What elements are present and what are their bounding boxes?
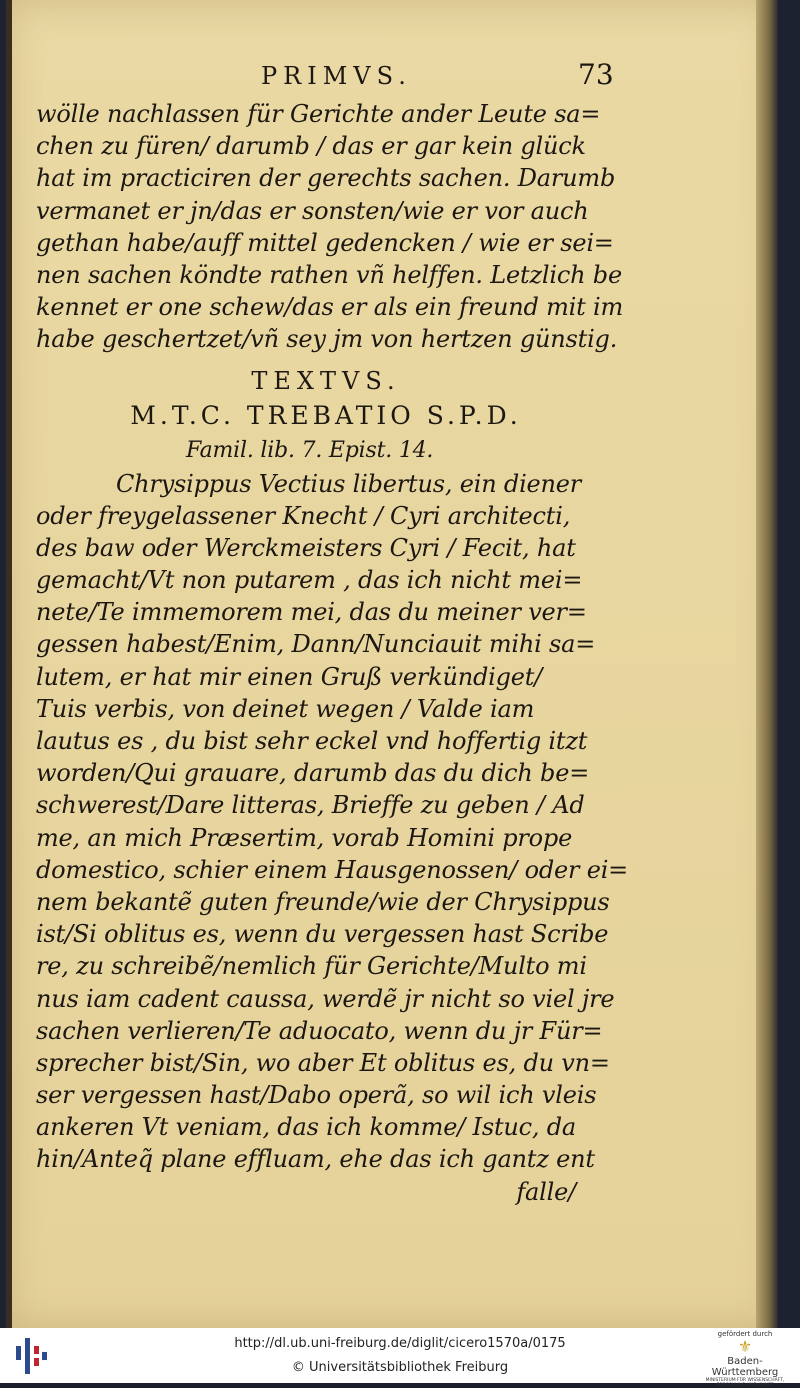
page-header (36, 58, 616, 98)
text-line: nus iam cadent caussa, werdẽ jr nicht so viel jre (36, 984, 615, 1013)
section-heading: TEXTVS. (251, 366, 401, 395)
scanned-page (6, 0, 778, 1328)
letter-reference: Famil. lib. 7. Epist. 14. (186, 437, 434, 463)
text-line: lutem, er hat mir einen Gruß verkündiget/ (36, 662, 543, 691)
page-binding (6, 0, 12, 1328)
coat-of-arms-icon: ⚜ (737, 1337, 753, 1356)
text-line: hin/Anteq̃ plane effluam, ehe das ich gantz ent (36, 1145, 595, 1174)
text-line: habe geschertzet/vñ sey jm von hertzen günstig. (36, 325, 618, 354)
sponsor-logo (700, 1330, 790, 1388)
text-line: ankeren Vt veniam, das ich komme/ Istuc, da (36, 1113, 577, 1142)
text-line: lautus es , du bist sehr eckel vnd hoffertig itzt (36, 727, 588, 755)
text-line: re, zu schreibẽ/nemlich für Gerichte/Multo mi (36, 952, 587, 981)
letter-address: M.T.C. TREBATIO S.P.D. (130, 400, 522, 430)
catchword: falle/ (516, 1177, 576, 1206)
running-head: PRIMVS. (261, 62, 412, 90)
sponsor-ministry: MINISTERIUM FÜR WISSENSCHAFT, FORSCHUNG UND KUNST (705, 1378, 785, 1388)
permalink-url[interactable]: http://dl.ub.uni-freiburg.de/diglit/cicero1570a/0175 (234, 1336, 566, 1351)
text-line: oder freygelassener Knecht / Cyri architecti, (36, 501, 571, 530)
text-line: nete/Te immemorem mei, das du meiner ver= (36, 598, 587, 627)
text-line: me, an mich Præsertim, vorab Homini prope (36, 823, 573, 852)
text-line: kennet er one schew/das er als ein freund mit im (36, 293, 624, 322)
text-line: gethan habe/auff mittel gedencken / wie er sei= (36, 228, 614, 257)
sponsor-caption: gefördert durch (717, 1330, 773, 1338)
text-line: wölle nachlassen für Gerichte ander Leute sa= (36, 100, 601, 128)
text-line: Chrysippus Vectius libertus, ein diener (116, 469, 582, 498)
paragraph-body (36, 468, 629, 1208)
page-text (36, 58, 629, 1208)
text-line: des baw oder Werckmeisters Cyri / Fecit, hat (36, 533, 576, 562)
text-line: hat im practiciren der gerechts sachen. Darumb (36, 164, 616, 193)
text-line: gessen habest/Enim, Dann/Nunciauit mihi sa= (36, 630, 596, 659)
text-line: nem bekantẽ guten freunde/wie der Chrysippus (36, 887, 610, 916)
text-line: Tuis verbis, von deinet wegen / Valde iam (36, 694, 535, 723)
text-line: sachen verlieren/Te aduocato, wenn du jr Für= (36, 1016, 603, 1045)
footer-bar (0, 1328, 800, 1388)
page-edge (756, 0, 778, 1328)
text-line: vermanet er jn/das er sonsten/wie er vor auch (36, 196, 589, 225)
text-line: sprecher bist/Sin, wo aber Et oblitus es, du vn= (36, 1048, 610, 1077)
paragraph-intro (36, 98, 624, 356)
text-line: ist/Si oblitus es, wenn du vergessen hast Scribe (36, 920, 609, 949)
text-line: chen zu füren/ darumb / das er gar kein glück (36, 132, 586, 161)
text-line: schwerest/Dare litteras, Brieffe zu geben / Ad (36, 791, 585, 820)
sponsor-name: Baden-Württemberg (711, 1356, 779, 1378)
page-number: 73 (578, 58, 614, 91)
text-line: worden/Qui grauare, darumb das du dich be= (36, 759, 590, 788)
text-line: ser vergessen hast/Dabo operã, so wil ich vleis (36, 1081, 597, 1110)
text-line: gemacht/Vt non putarem , das ich nicht mei= (36, 566, 583, 595)
text-line: nen sachen köndte rathen vñ helffen. Letzlich be (36, 260, 622, 289)
text-line: domestico, schier einem Hausgenossen/ oder ei= (36, 855, 629, 884)
copyright-notice: © Universitätsbibliothek Freiburg (291, 1360, 509, 1375)
